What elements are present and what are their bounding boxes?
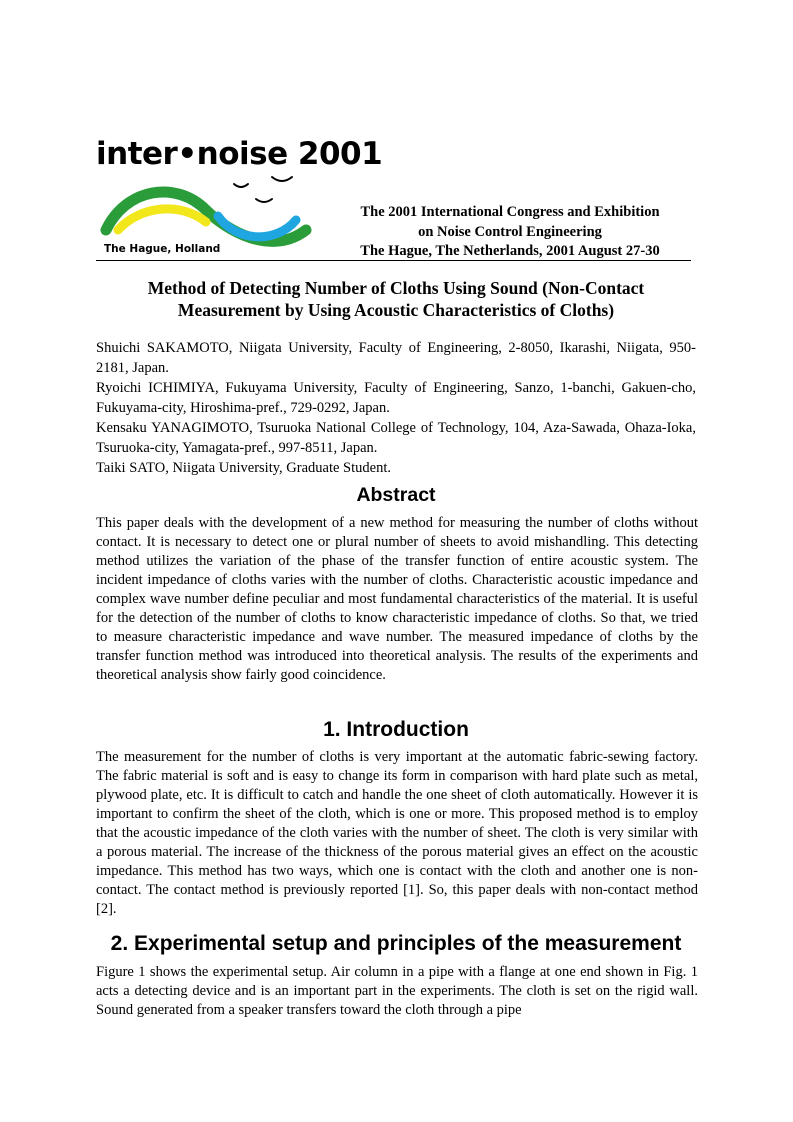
author-entry: Kensaku YANAGIMOTO, Tsuruoka National College of Technology, 104, Aza-Sawada, Ohaza-Ioka, Tsuruoka-city, Yamagata-pref., 997-8511, Japan. — [96, 420, 696, 456]
logo-location: The Hague, Holland — [104, 243, 221, 255]
author-entry: Ryoichi ICHIMIYA, Fukuyama University, Faculty of Engineering, Sanzo, 1-banchi, Gakuen-cho, Fukuyama-city, Hiroshima-pref., 729-0292, Japan. — [96, 380, 696, 416]
setup-text: Figure 1 shows the experimental setup. Air column in a pipe with a flange at one end shown in Fig. 1 acts a detecting device and is an important part in the experiments. The cloth is set on the rigid wall. Sound generated from a speaker transfers toward the cloth through a pipe — [96, 964, 698, 1018]
abstract-heading: Abstract — [356, 484, 436, 506]
title-line-1: Method of Detecting Number of Cloths Using Sound (Non-Contact — [147, 278, 645, 298]
logo-smile-mark — [272, 177, 292, 181]
author-entry: Shuichi SAKAMOTO, Niigata University, Faculty of Engineering, 2-8050, Ikarashi, Niigata, 950-2181, Japan. — [96, 340, 696, 376]
logo-smile-mark — [256, 199, 272, 202]
author-list — [96, 338, 696, 478]
conference-info — [330, 203, 690, 262]
introduction-text: The measurement for the number of cloths is very important at the automatic fabric-sewing factory. The fabric material is soft and is easy to change its form in comparison with hard plate such as metal, plywood plate, etc. It is difficult to catch and handle the one sheet of cloth automatically. However it is important to confirm the sheet of the cloth, which is one or more. This proposed method is to employ that the acoustic impedance of the cloth varies with the number of sheet. The cloth is very similar with a porous material. The increase of the thickness of the porous material gives an effect on the acoustic impedance. This method has two ways, which one is contact with the cloth and another one is non-contact. The contact method is previously reported [1]. So, this paper deals with non-contact method [2]. — [96, 749, 698, 917]
author-entry: Taiki SATO, Niigata University, Graduate Student. — [96, 460, 391, 476]
abstract-text: This paper deals with the development of a new method for measuring the number of cloths without contact. It is necessary to detect one or plural number of sheets to avoid mishandling. This detecting method utilizes the variation of the phase of the transfer function of entire acoustic system. The incident impedance of cloths varies with the number of cloths. Characteristic acoustic impedance and complex wave number define peculiar and most fundamental characteristics of the material. It is useful for the detection of the number of cloths to know characteristic impedance of cloths. So that, we tried to measure characteristic impedance and wave number. The measured impedance of cloths by the transfer function method was introduced into theoretical analysis. The results of the experiments and theoretical analysis show fairly good coincidence. — [96, 515, 698, 683]
logo-yellow-arc — [118, 209, 206, 230]
logo-smile-mark — [234, 184, 248, 187]
title-line-2: Measurement by Using Acoustic Characteristics of Cloths) — [177, 300, 615, 320]
logo-wave-graphic — [96, 172, 346, 252]
introduction-heading: 1. Introduction — [323, 718, 469, 741]
conference-line-2: on Noise Control Engineering — [418, 223, 602, 240]
header-rule — [96, 260, 691, 261]
paper-title — [96, 277, 696, 321]
logo-wordmark: inter•noise 2001 — [96, 136, 383, 172]
conference-line-1: The 2001 International Congress and Exhibition — [360, 204, 660, 220]
setup-heading: 2. Experimental setup and principles of the measurement — [110, 932, 682, 955]
conference-line-3: The Hague, The Netherlands, 2001 August 27-30 — [360, 243, 660, 259]
conference-logo — [96, 132, 383, 262]
